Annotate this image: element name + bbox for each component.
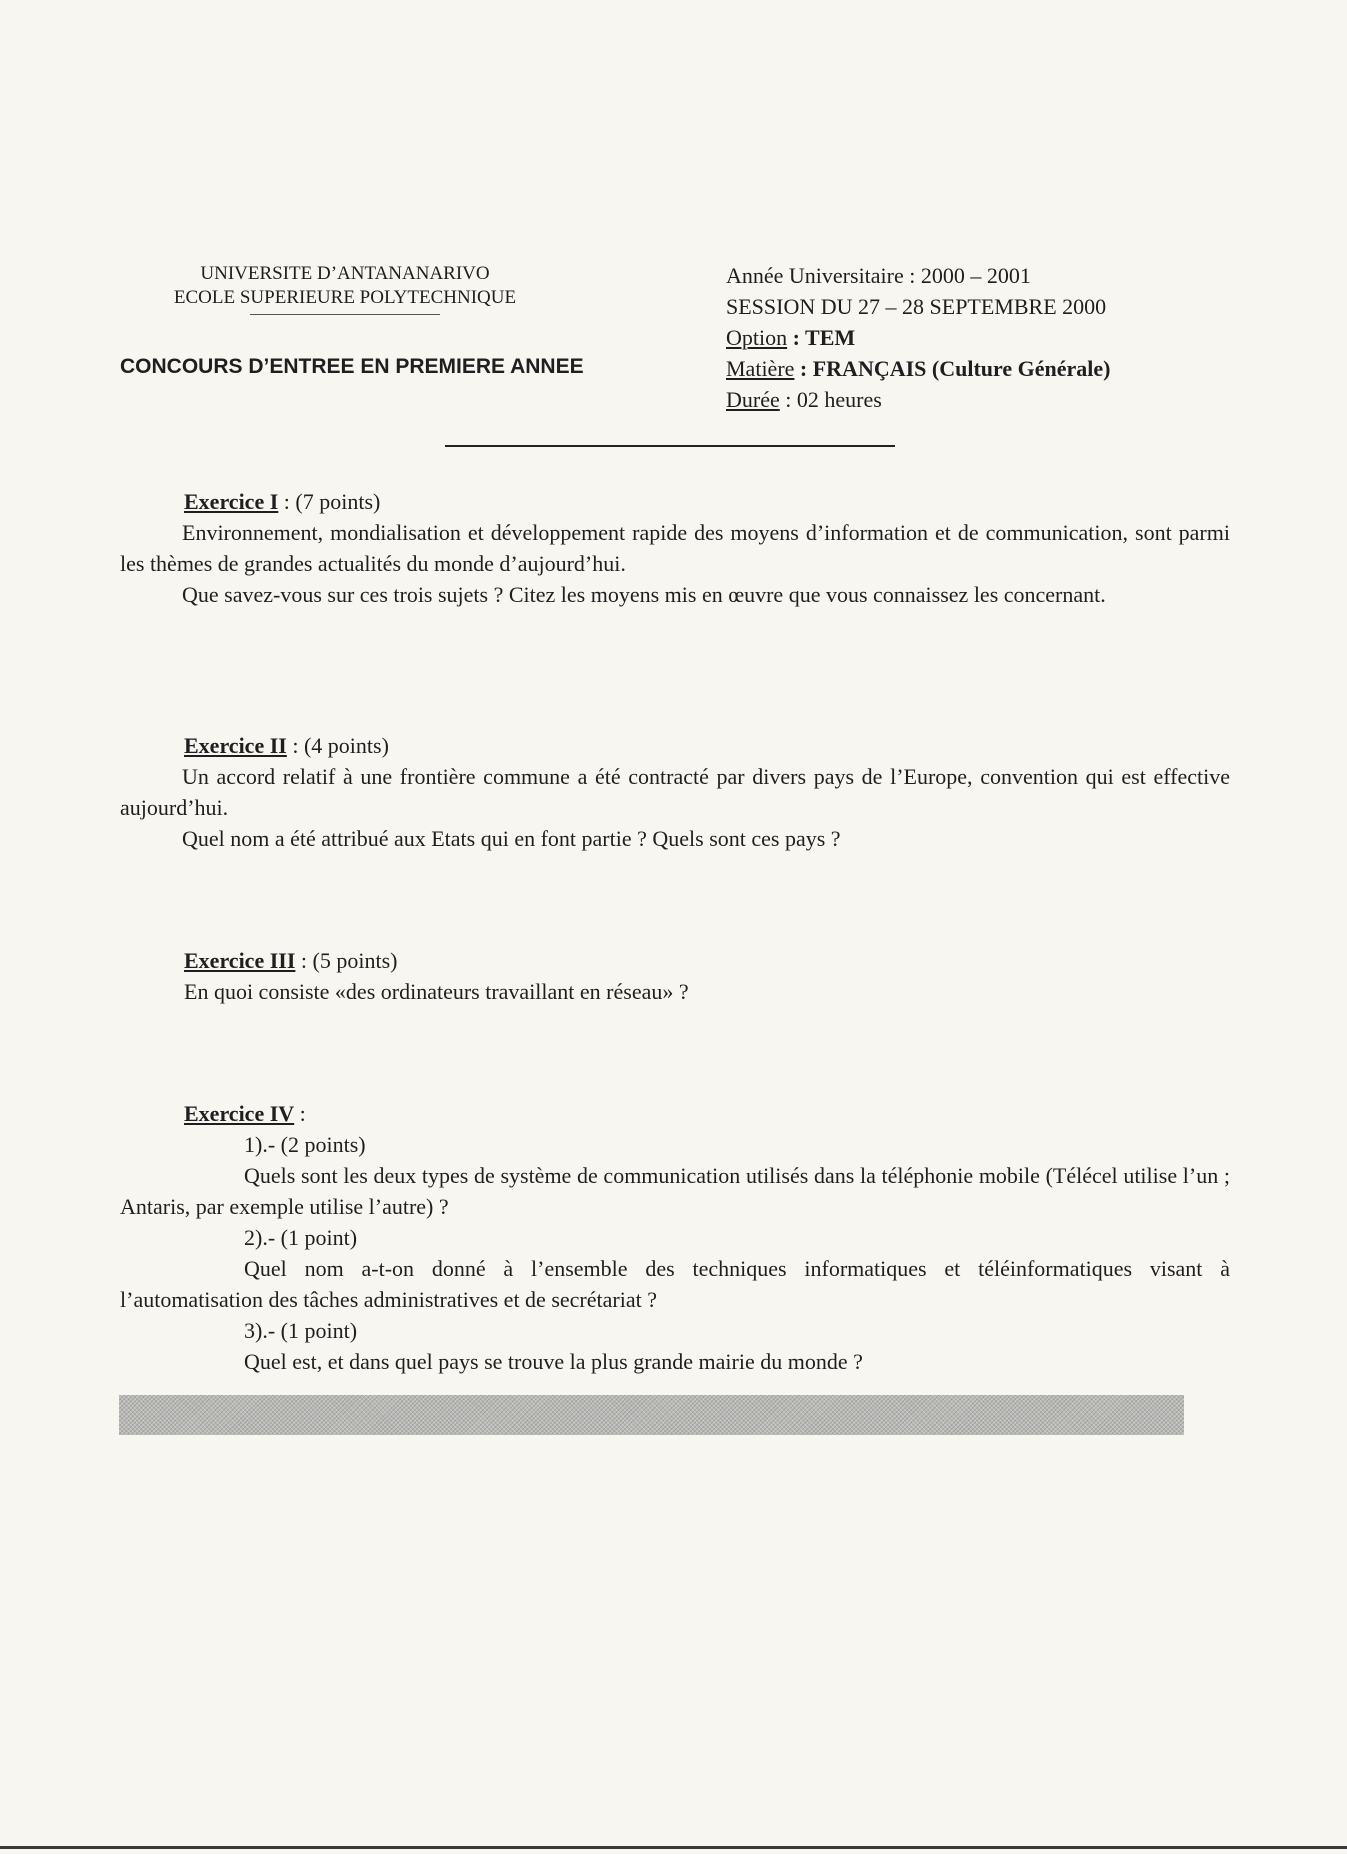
exercise-1-text: Environnement, mondialisation et développement rapide des moyens d’information et de communication, sont parmi les thèmes de grandes actualités du monde d’aujourd’hui. xyxy=(120,520,1230,576)
university-name: UNIVERSITE D’ANTANANARIVO xyxy=(200,263,490,284)
option-value: : TEM xyxy=(787,325,856,350)
exercise-4-q1-label: 1).- (2 points) xyxy=(244,1132,366,1157)
option-line xyxy=(726,322,1246,353)
scan-edge-line xyxy=(0,1846,1347,1849)
exercise-4-q2-text: Quel nom a-t-on donné à l’ensemble des techniques informatiques et téléinformatiques visant à l’automatisation des tâches administratives et de secrétariat ? xyxy=(120,1256,1230,1312)
institution-header xyxy=(130,262,560,315)
exercise-4-q3-text: Quel est, et dans quel pays se trouve la plus grande mairie du monde ? xyxy=(244,1349,863,1374)
exercise-4-title: Exercice IV : xyxy=(184,1101,306,1126)
end-shaded-bar xyxy=(119,1395,1184,1435)
exercise-2-question: Quel nom a été attribué aux Etats qui en font partie ? Quels sont ces pays ? xyxy=(182,826,841,851)
exercise-4-q2-label: 2).- (1 point) xyxy=(244,1225,358,1250)
duration-line xyxy=(726,384,1246,415)
academic-year: Année Universitaire : 2000 – 2001 xyxy=(726,263,1031,288)
subject-value: : FRANÇAIS (Culture Générale) xyxy=(794,356,1111,381)
school-name: ECOLE SUPERIEURE POLYTECHNIQUE xyxy=(173,287,517,308)
exercise-2-title: Exercice II : (4 points) xyxy=(184,733,389,758)
exercise-4-q1-text: Quels sont les deux types de système de communication utilisés dans la téléphonie mobile (Télécel utilise l’un ; Antaris, par exemple utilise l’autre) ? xyxy=(120,1163,1230,1219)
exam-title: CONCOURS D’ENTREE EN PREMIERE ANNEE xyxy=(120,355,584,378)
exercise-1-question: Que savez-vous sur ces trois sujets ? Citez les moyens mis en œuvre que vous connaissez les concernant. xyxy=(182,582,1106,607)
subject-label: Matière xyxy=(726,356,795,381)
exercise-2 xyxy=(120,730,1230,854)
exercise-2-text: Un accord relatif à une frontière commune a été contracté par divers pays de l’Europe, convention qui est effective aujourd’hui. xyxy=(120,764,1230,820)
exercise-3-title: Exercice III : (5 points) xyxy=(184,948,398,973)
exercise-1 xyxy=(120,486,1230,610)
exam-info xyxy=(726,260,1246,415)
option-label: Option xyxy=(726,325,788,350)
subject-line xyxy=(726,353,1246,384)
exercise-4 xyxy=(120,1098,1230,1377)
header-separator xyxy=(445,445,895,447)
exercise-1-title: Exercice I : (7 points) xyxy=(184,489,381,514)
session-dates: SESSION DU 27 – 28 SEPTEMBRE 2000 xyxy=(726,294,1107,319)
duration-value: : 02 heures xyxy=(779,387,882,412)
exercise-4-q3-label: 3).- (1 point) xyxy=(244,1318,358,1343)
duration-label: Durée xyxy=(726,387,780,412)
header-underline xyxy=(250,314,440,315)
exercise-3 xyxy=(120,945,1230,1007)
exercise-3-question: En quoi consiste «des ordinateurs travaillant en réseau» ? xyxy=(184,979,689,1004)
